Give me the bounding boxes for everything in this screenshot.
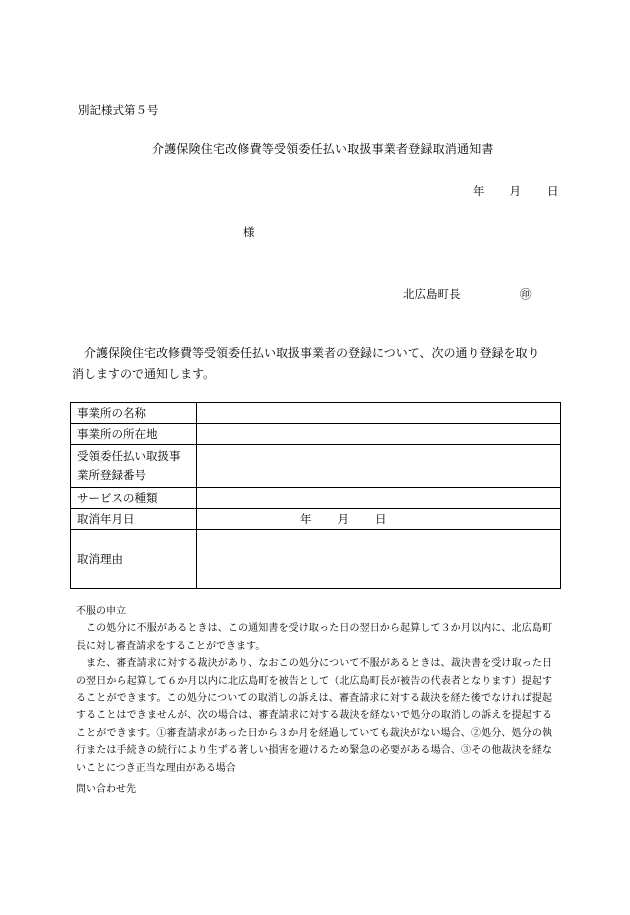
appeal-heading: 不服の申立 [76, 606, 126, 617]
table-row [71, 424, 561, 445]
cancel-date-label: 取消年月日 [71, 509, 197, 530]
table-row [71, 403, 561, 424]
appeal-paragraph-2: また、審査請求に対する裁決があり、なおこの処分について不服があるときは、裁決書を受け取った日の翌日から起算して６か月以内に北広島町を被告として（北広島町長が被告の代表者となります）提起することができます。この処分についての取消しの訴えは、審査請求に対する裁決を経た後でなければ提起することはできませんが、次の場合は、審査請求に対する裁決を経ないで処分の取消しの訴えを提起することができます。①審査請求があった日から３か月を経過していても裁決がない場合、②処分、処分の執行または手続きの続行により生ずる著しい損害を避けるため緊急の必要がある場合、③その他裁決を経ないことにつき正当な理由がある場合 [76, 658, 552, 774]
document-title: 介護保険住宅改修費等受領委任払い取扱事業者登録取消通知書 [152, 142, 494, 156]
issue-date-year: 年 [473, 184, 485, 198]
seal-mark: ㊞ [520, 287, 532, 301]
sender-name: 北広島町長 [403, 287, 461, 301]
issue-date-month: 月 [509, 184, 521, 198]
cancel-reason-label: 取消理由 [71, 530, 197, 589]
cancel-date-day: 日 [375, 512, 387, 526]
appeal-section [76, 603, 552, 777]
office-address-label: 事業所の所在地 [71, 424, 197, 445]
cancel-date-year: 年 [300, 512, 312, 526]
registration-number-label: 受領委任払い取扱事業所登録番号 [71, 445, 197, 488]
office-address-value [197, 424, 561, 445]
addressee-suffix: 様 [243, 225, 255, 239]
form-number: 別記様式第５号 [78, 103, 159, 117]
office-name-value [197, 403, 561, 424]
table-row [71, 530, 561, 589]
notice-body: 介護保険住宅改修費等受領委任払い取扱事業者の登録について、次の通り登録を取り消しますので通知します。 [72, 346, 540, 381]
contact-label: 問い合わせ先 [76, 784, 136, 795]
table-row [71, 488, 561, 509]
appeal-paragraph-1: この処分に不服があるときは、この通知書を受け取った日の翌日から起算して３か月以内に、北広島町長に対し審査請求をすることができます。 [76, 623, 552, 652]
service-type-value [197, 488, 561, 509]
registration-number-value [197, 445, 561, 488]
registration-info-table [70, 402, 561, 589]
table-row [71, 509, 561, 530]
cancel-date-month: 月 [337, 512, 349, 526]
service-type-label: サービスの種類 [71, 488, 197, 509]
cancel-reason-value [197, 530, 561, 589]
table-row [71, 445, 561, 488]
cancel-date-value [197, 509, 561, 530]
issue-date-day: 日 [547, 184, 559, 198]
issue-date [473, 183, 559, 199]
office-name-label: 事業所の名称 [71, 403, 197, 424]
